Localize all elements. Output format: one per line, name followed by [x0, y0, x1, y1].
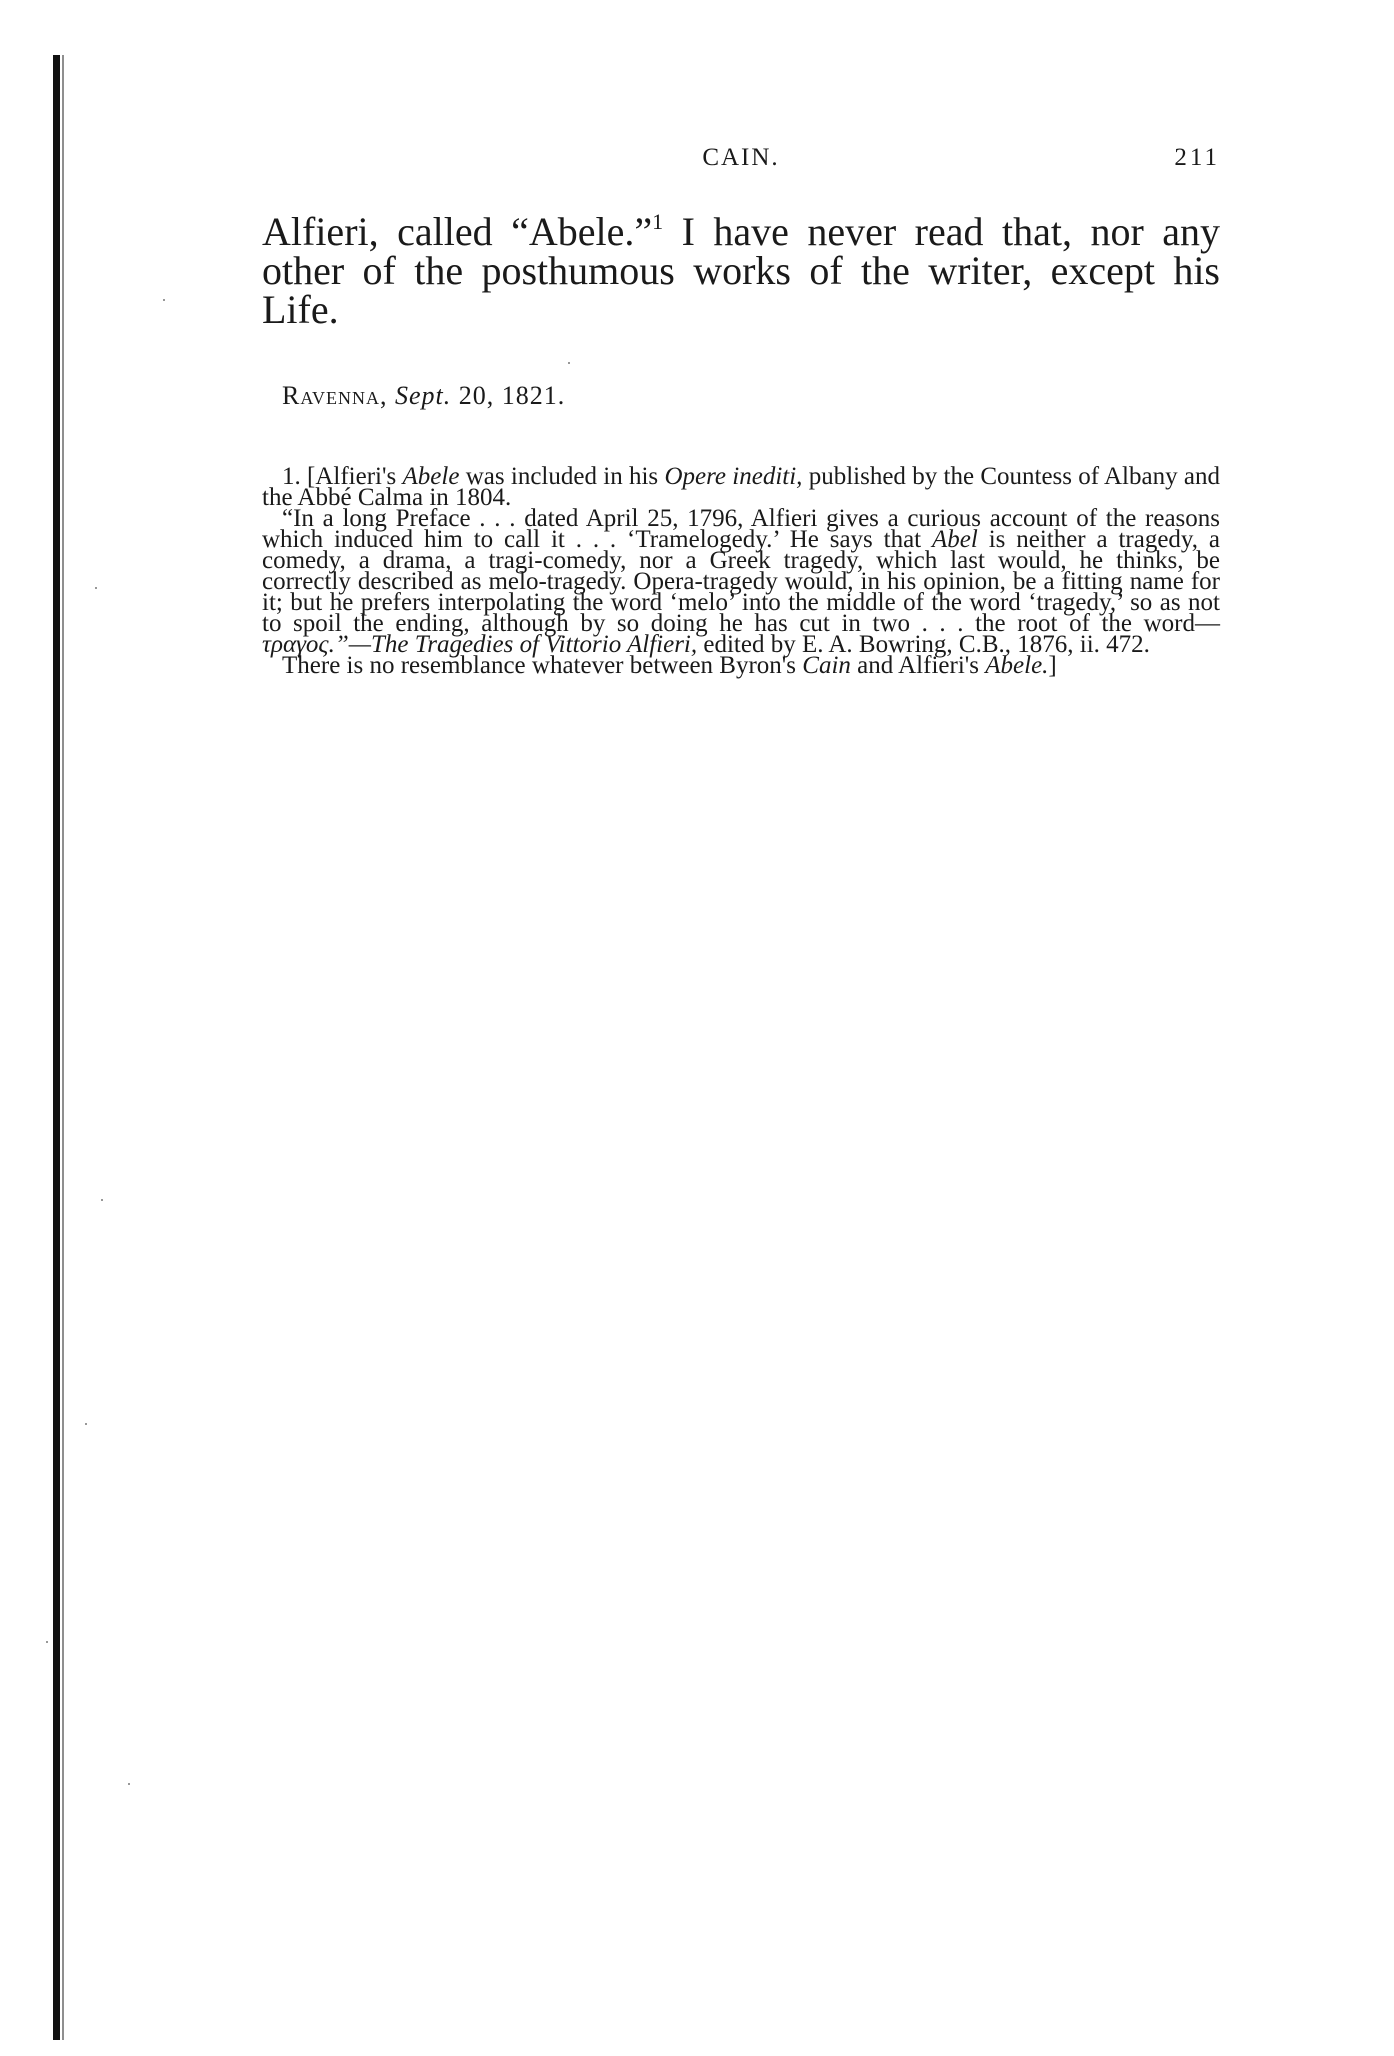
footnote-text: edited by E. A. Bowring, C.B., 1876, ii. 472.	[697, 631, 1150, 658]
body-text-start: Alfieri, called “Abele.”	[262, 209, 653, 254]
footnote-paragraph	[262, 463, 1220, 511]
footnote-text: ]	[1048, 652, 1057, 679]
signoff-month: Sept.	[395, 381, 452, 410]
footnote-citation: τραγος.”—The Tragedies of Vittorio Alfieri,	[262, 631, 698, 658]
footnote-text: and Alfieri's	[850, 652, 986, 679]
body-paragraph	[262, 209, 1220, 332]
scan-speck	[568, 362, 570, 364]
footnote-text: was included in his	[459, 463, 665, 490]
binding-edge	[53, 55, 60, 2040]
footnote-text: 1. [Alfieri's	[282, 463, 403, 490]
footnote-italic: Abele	[402, 463, 460, 490]
signoff	[282, 381, 565, 411]
scan-speck	[128, 1783, 130, 1785]
binding-edge-shadow	[62, 55, 64, 2040]
scan-speck	[85, 1423, 87, 1425]
page-number: 211	[1174, 144, 1220, 171]
footnote-italic: Abel	[932, 526, 978, 553]
scan-speck	[46, 1641, 48, 1643]
footnote-reference: 1	[652, 209, 664, 234]
footnote-text: There is no resemblance whatever between Byron's	[282, 652, 803, 679]
footnote-text: is neither a tragedy, a comedy, a drama, a tragi-comedy, nor a Greek tragedy, which last would, he thinks, be correctly described as melo-tragedy. Opera-tragedy would, in his opinion, be a fitting name for it; but he prefers interpolating the word ‘melo’ into the middle of the word ‘tragedy,’ so as not to spoil the ending, although by so doing he has cut in two . . . the root of the word—	[262, 526, 1220, 637]
footnote-text: “In a long Preface . . . dated April 25, 1796, Alfieri gives a curious account of the reasons which induced him to call it . . . ‘Tramelogedy.’ He says that	[262, 505, 1220, 553]
running-title: CAIN.	[702, 144, 780, 171]
signoff-date: 20, 1821.	[451, 381, 566, 410]
footnote-italic: Abele.	[985, 652, 1049, 679]
scan-speck	[95, 587, 97, 589]
footnote-text: published by the Countess of Albany and the Abbé Calma in 1804.	[262, 463, 1220, 511]
body-text-end: I have never read that, nor any other of the posthumous works of the writer, except his Life.	[262, 209, 1220, 332]
footnote-italic: Opere inediti,	[664, 463, 803, 490]
signoff-place: Ravenna,	[282, 381, 388, 410]
scan-speck	[163, 299, 165, 301]
footnote-italic: Cain	[802, 652, 851, 679]
scan-speck	[101, 1199, 103, 1201]
footnote-quotation	[262, 505, 1220, 658]
footnote-block	[262, 463, 1220, 679]
footnote-paragraph	[262, 652, 1220, 679]
running-head	[262, 144, 1220, 178]
